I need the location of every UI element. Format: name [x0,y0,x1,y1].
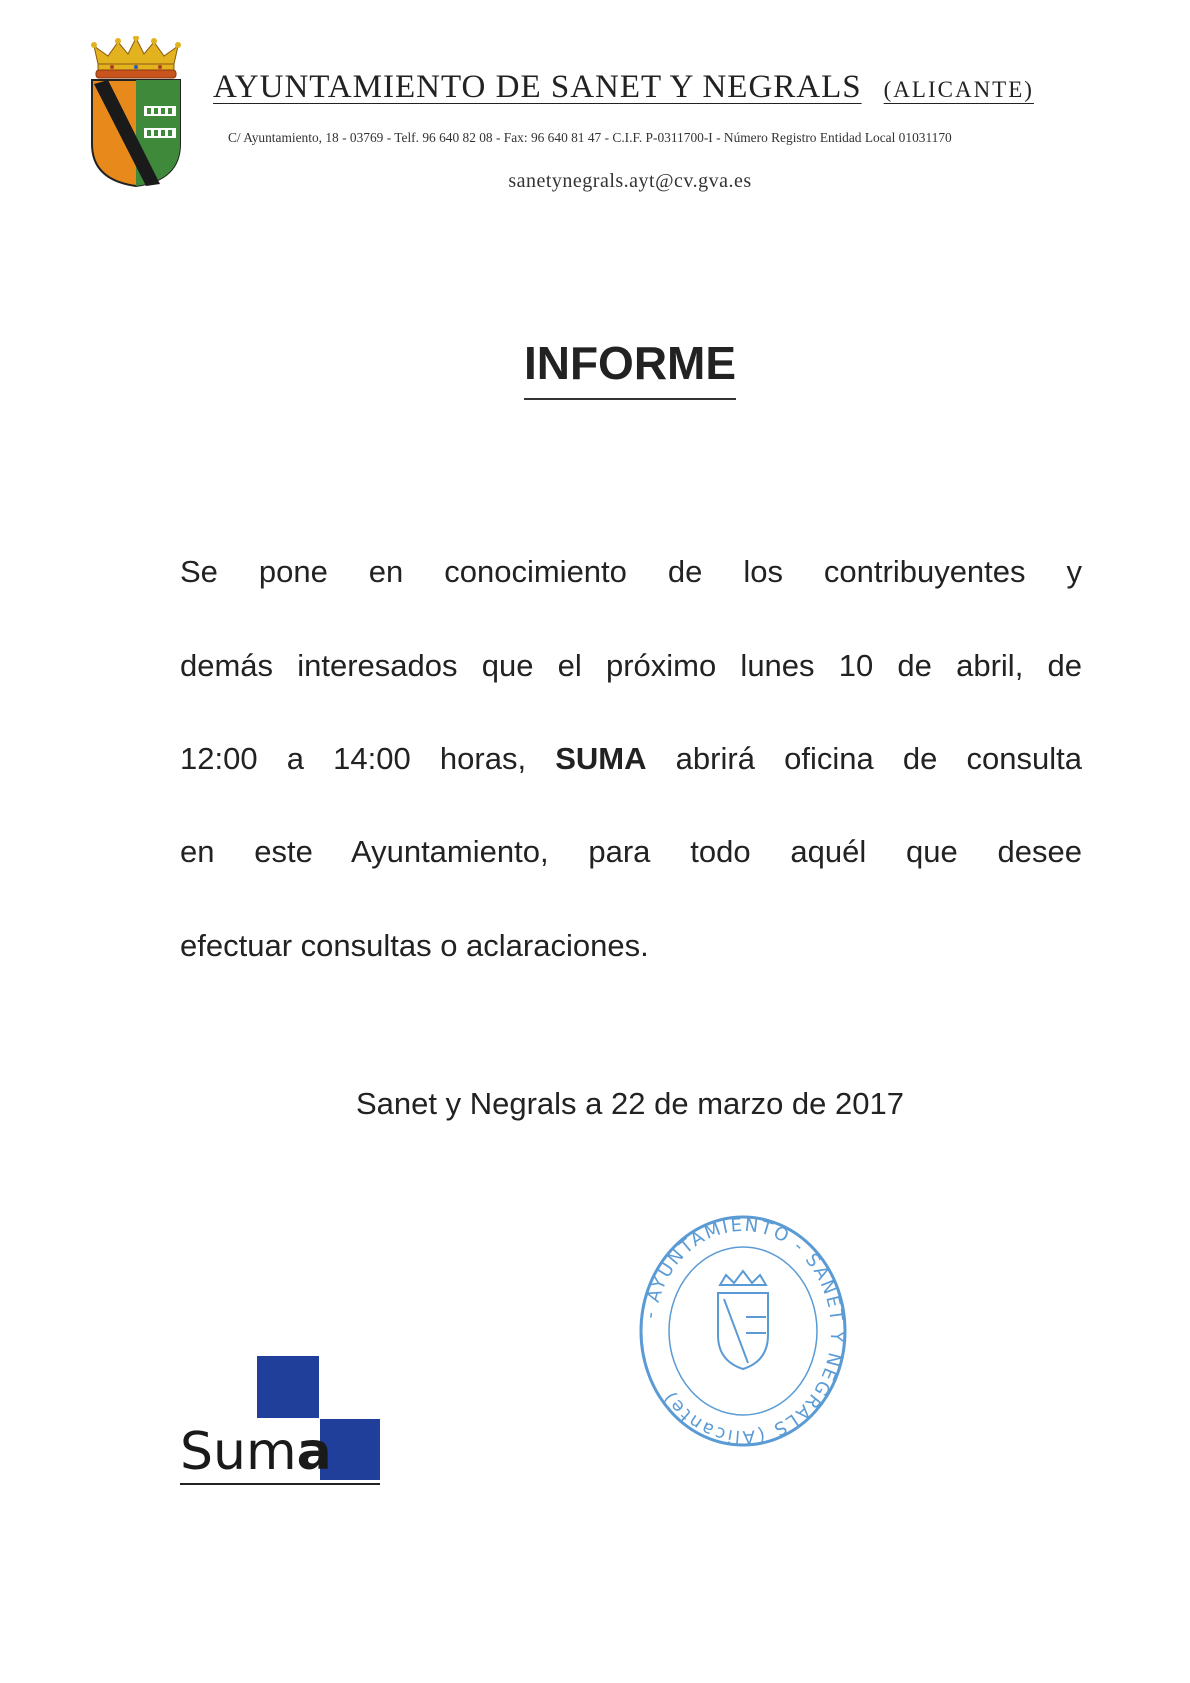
header-address: C/ Ayuntamiento, 18 - 03769 - Telf. 96 640 82 08 - Fax: 96 640 81 47 - C.I.F. P-0311700-I - Número Registro Entidad Local 01031170 [228,130,952,145]
body-line-4: en este Ayuntamiento, para todo aquél que desee [180,834,1082,869]
municipality-province: (ALICANTE) [883,77,1034,102]
header-email: sanetynegrals.ayt@cv.gva.es [508,170,752,192]
suma-bold-text: SUMA [555,741,647,776]
suma-logo-square-top [257,1356,319,1418]
body-line-2: demás interesados que el próximo lunes 10 de abril, de [180,648,1082,683]
svg-text:- AYUNTAMIENTO - SANET Y NEGRA: - AYUNTAMIENTO - SANET Y NEGRALS (Alicante) [639,1214,848,1448]
body-line-1: Se pone en conocimiento de los contribuyentes y [180,554,1082,589]
document-title-text: INFORME [524,340,736,400]
suma-logo-text-last: a [296,1422,332,1482]
signature-date: Sanet y Negrals a 22 de marzo de 2017 [355,1086,904,1121]
crown-icon [91,36,181,78]
document-title [0,337,1190,400]
municipality-name: AYUNTAMIENTO DE SANET Y NEGRALS [213,69,862,105]
suma-logo-text [180,1422,332,1482]
suma-logo-underline [180,1483,380,1485]
body-line-3-end: abrirá oficina de consulta [646,741,1082,776]
suma-logo-text-main: Sum [180,1422,297,1482]
body-line-3 [180,743,1082,774]
official-stamp-seal [638,1213,848,1449]
coat-of-arms-logo [88,36,184,188]
body-line-3-start: 12:00 a 14:00 horas, [180,741,556,776]
suma-logo [180,1356,380,1486]
body-line-5: efectuar consultas o aclaraciones. [180,928,649,963]
seal-shield-icon [718,1271,768,1369]
municipality-title [213,71,1113,104]
